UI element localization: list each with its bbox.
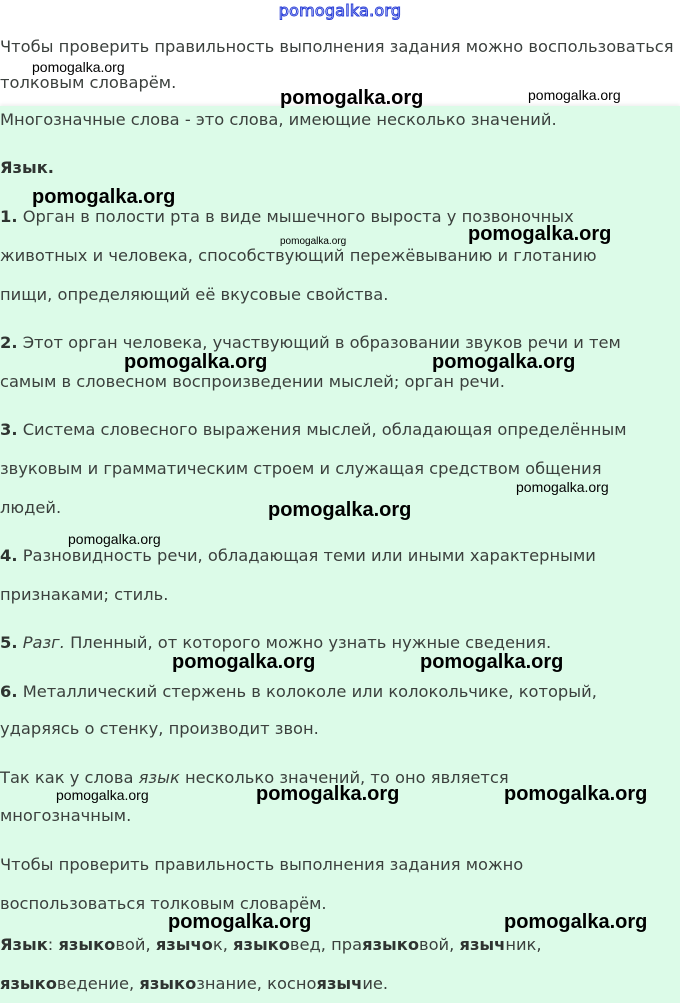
word-root: язычо xyxy=(155,935,213,954)
word-part: ие. xyxy=(362,974,389,993)
meaning-text: Разновидность речи, обладающая теми или иными характерными xyxy=(17,546,596,565)
watermark: pomogalka.org xyxy=(280,236,347,247)
conclusion-text: несколько значений, то оно является xyxy=(179,768,509,787)
meaning-3-line-3: людей. xyxy=(0,498,62,517)
related-words-line-2 xyxy=(0,974,388,994)
word-root: языко xyxy=(0,974,57,993)
watermark: pomogalka.org xyxy=(172,651,316,673)
word-root: языч xyxy=(316,974,363,993)
watermark: pomogalka.org xyxy=(468,223,612,245)
word-part: ник xyxy=(505,935,537,954)
meaning-number: 6. xyxy=(0,682,18,701)
meaning-2-line-2: самым в словесном воспроизведении мыслей; орган речи. xyxy=(0,372,505,391)
watermark: pomogalka.org xyxy=(528,87,621,103)
meaning-4-line-2: признаками; стиль. xyxy=(0,585,169,604)
related-label: Язык xyxy=(0,935,48,954)
watermark: pomogalka.org xyxy=(280,87,424,109)
meaning-1-line-3: пищи, определяющий её вкусовые свойства. xyxy=(0,285,389,304)
word-root: языко xyxy=(139,974,197,993)
intro-line-1: Чтобы проверить правильность выполнения задания можно воспользоваться xyxy=(0,37,674,56)
word-separator: , xyxy=(145,935,156,954)
meaning-1-line-2: животных и человека, способствующий пережёвыванию и глотанию xyxy=(0,246,597,265)
watermark: pomogalka.org xyxy=(256,783,400,805)
meaning-4-line-1 xyxy=(0,546,596,566)
meaning-text: Пленный, от которого можно узнать нужные сведения. xyxy=(64,633,552,652)
meaning-text: Орган в полости рта в виде мышечного выроста у позвоночных xyxy=(17,207,574,226)
word-part: косно xyxy=(267,974,317,993)
word-part: знание xyxy=(196,974,257,993)
word-heading: Язык. xyxy=(0,158,54,177)
usage-tag: Разг. xyxy=(22,633,65,652)
watermark: pomogalka.org xyxy=(432,351,576,373)
word-root: языко xyxy=(362,935,419,954)
meaning-3-line-2: звуковым и грамматическим строем и служащая средством общения xyxy=(0,459,602,478)
conclusion-line-1 xyxy=(0,768,509,788)
watermark: pomogalka.org xyxy=(124,351,268,373)
meaning-number: 1. xyxy=(0,207,18,226)
watermark: pomogalka.org xyxy=(504,911,648,933)
related-separator: : xyxy=(47,935,59,954)
word-root: языко xyxy=(58,935,116,954)
word-separator: , xyxy=(129,974,140,993)
word-separator: , xyxy=(536,935,542,954)
meaning-text: Система словесного выражения мыслей, обладающая определённым xyxy=(17,420,627,439)
word-part: к xyxy=(212,935,223,954)
conclusion-text: Так как у слова xyxy=(0,768,139,787)
word-part: вед xyxy=(289,935,321,954)
meaning-number: 2. xyxy=(0,333,18,352)
watermark: pomogalka.org xyxy=(420,651,564,673)
watermark: pomogalka.org xyxy=(68,531,161,547)
word-root: языч xyxy=(459,935,506,954)
watermark: pomogalka.org xyxy=(32,59,125,75)
word-separator: , xyxy=(256,974,268,993)
site-header-link[interactable]: pomogalka.org xyxy=(278,1,402,20)
conclusion-word: язык xyxy=(138,768,180,787)
meaning-2-line-1 xyxy=(0,333,621,353)
word-separator: , xyxy=(449,935,460,954)
meaning-number: 4. xyxy=(0,546,18,565)
meaning-6-line-1 xyxy=(0,682,597,702)
watermark: pomogalka.org xyxy=(168,911,312,933)
watermark: pomogalka.org xyxy=(32,186,176,208)
word-part: ведение xyxy=(56,974,130,993)
conclusion-line-2: многозначным. xyxy=(0,806,132,825)
word-separator: , xyxy=(320,935,332,954)
watermark: pomogalka.org xyxy=(268,499,412,521)
meaning-number: 3. xyxy=(0,420,18,439)
intro-line-2: толковым словарём. xyxy=(0,73,177,92)
meaning-text: Этот орган человека, участвующий в образовании звуков речи и тем xyxy=(17,333,621,352)
word-root: языко xyxy=(233,935,290,954)
check-line-2: воспользоваться толковым словарём. xyxy=(0,894,327,913)
meaning-text: Металлический стержень в колоколе или колокольчике, который, xyxy=(17,682,597,701)
related-words-line-1 xyxy=(0,935,542,955)
meaning-number: 5. xyxy=(0,633,18,652)
check-line-1: Чтобы проверить правильность выполнения задания можно xyxy=(0,855,524,874)
watermark: pomogalka.org xyxy=(516,479,609,495)
watermark: pomogalka.org xyxy=(56,787,149,803)
watermark: pomogalka.org xyxy=(504,783,648,805)
word-part: вой xyxy=(115,935,146,954)
word-part: вой xyxy=(419,935,450,954)
meaning-5-line-1 xyxy=(0,633,551,653)
word-separator: , xyxy=(222,935,234,954)
definition-text: Многозначные слова - это слова, имеющие несколько значений. xyxy=(0,110,557,129)
word-part: пра xyxy=(331,935,363,954)
meaning-3-line-1 xyxy=(0,420,626,440)
meaning-6-line-2: ударяясь о стенку, производит звон. xyxy=(0,719,319,738)
